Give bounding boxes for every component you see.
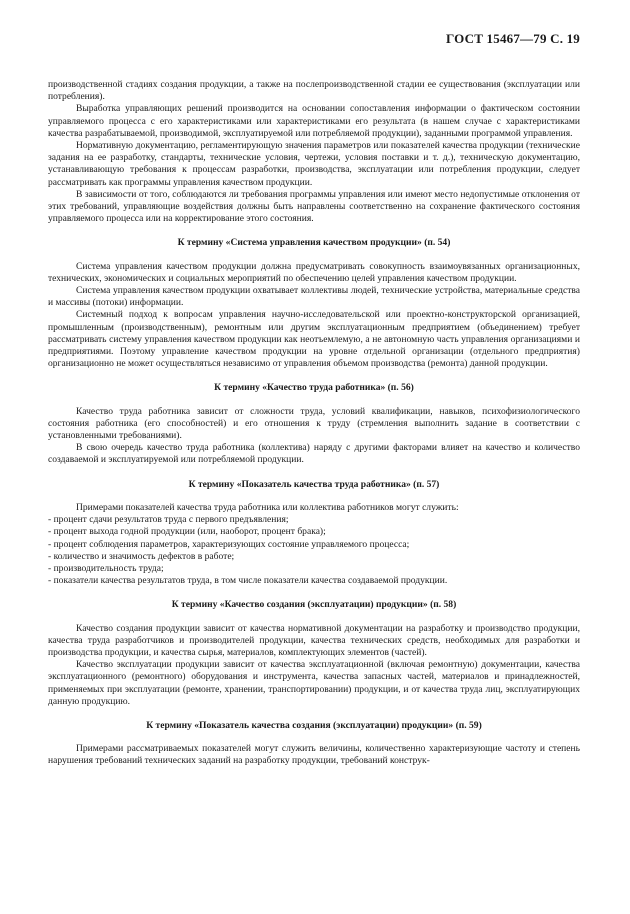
paragraph: Система управления качеством продукции должна предусматривать совокупность взаимоувязанных организационных, технических, экономических и социальных мероприятий по обеспечению целей управления качеством продукции.	[48, 260, 580, 284]
paragraph: Системный подход к вопросам управления научно-исследовательской или проектно-конструкторской организацией, промышленным (производственным), ремонтным или другим эксплуатационным предприятием (объединением) требует рассматривать систему управления качеством продукции как неотъемлемую, а не автономную часть управления организациями и предприятиями. Поэтому управление качеством продукции на уровне отдельной организации (отдельного предприятия) организационно не может осуществляться независимо от управления объемом производства (ремонта) данной продукции.	[48, 309, 580, 370]
paragraph: В свою очередь качество труда работника (коллектива) наряду с другими факторами влияет на качество и количество создаваемой и эксплуатируемой или потребляемой продукции.	[48, 442, 580, 466]
paragraph: Примерами рассматриваемых показателей могут служить величины, количественно характеризующие частоту и степень нарушения требований технических заданий на разработку продукции, требований конструк-	[48, 743, 580, 767]
list-item: - процент соблюдения параметров, характеризующих состояние управляемого процесса;	[48, 538, 410, 550]
paragraph: Примерами показателей качества труда работника или коллектива работников могут служить:	[76, 501, 459, 513]
paragraph: производственной стадиях создания продукции, а также на послепроизводственной стадии ее существования (эксплуатации или потребления).	[48, 79, 580, 103]
paragraph: Нормативную документацию, регламентирующую значения параметров или показателей качества продукции (технические задания на ее разработку, стандарты, технические условия, чертежи, условия поставки и т. д.), техническую документацию, устанавливающую требования к процессам разработки, производства, эксплуатации или потребления продукции, следует рассматривать как программы управления качеством продукции.	[48, 140, 580, 188]
paragraph: Качество труда работника зависит от сложности труда, условий квалификации, навыков, психофизиологического состояния работника (его способностей) и его отношения к труду (стремления выполнить задание в соответствии с установленными требованиями).	[48, 405, 580, 442]
paragraph: Качество эксплуатации продукции зависит от качества эксплуатационной (включая ремонтную) документации, качества эксплуатационного (ремонтного) оборудования и инструмента, качества запасных частей, материалов и принадлежностей, применяемых при эксплуатации (ремонте, хранении, транспортировании) продукции, и от качества труда лиц, эксплуатирующих данную продукцию.	[48, 659, 580, 707]
list-item: - процент выхода годной продукции (или, наоборот, процент брака);	[48, 526, 326, 538]
paragraph: В зависимости от того, соблюдаются ли требования программы управления или имеют место недопустимые отклонения от этих требований, управляющие воздействия должны быть направлены соответственно на сохранение фактического состояния управляемого процесса или на корректирование этого состояния.	[48, 188, 580, 225]
page-header: ГОСТ 15467—79 С. 19	[446, 31, 580, 46]
list-item: - количество и значимость дефектов в работе;	[48, 550, 235, 562]
section-heading: К термину «Показатель качества создания (эксплуатации) продукции» (п. 59)	[146, 719, 482, 731]
page-content	[48, 79, 580, 768]
list-item: - показатели качества результатов труда, в том числе показатели качества создаваемой продукции.	[48, 575, 448, 587]
paragraph: Выработка управляющих решений производится на основании сопоставления информации о фактическом состоянии управляемого процесса с его характеристиками или характеристиками его результата (в нашем случае с характеристиками качества разрабатываемой, производимой, эксплуатируемой или потребляемой продукции), заданными программой управления.	[48, 103, 580, 139]
section-heading: К термину «Показатель качества труда работника» (п. 57)	[188, 478, 440, 490]
list-item: - процент сдачи результатов труда с первого предъявления;	[48, 514, 289, 526]
list-item: - производительность труда;	[48, 562, 164, 574]
section-heading: К термину «Система управления качеством продукции» (п. 54)	[177, 237, 451, 249]
paragraph: Качество создания продукции зависит от качества нормативной документации на разработку и производство продукции, качества труда разработчиков и производителей продукции, качества технических средств, необходимых для разработки и производства продукции, и качества сырья, материалов, комплектующих элементов (частей).	[48, 622, 580, 658]
section-heading: К термину «Качество создания (эксплуатации) продукции» (п. 58)	[171, 599, 457, 611]
paragraph: Система управления качеством продукции охватывает коллективы людей, технические устройства, материальные средства и массивы (потоки) информации.	[48, 285, 580, 309]
section-heading: К термину «Качество труда работника» (п. 56)	[214, 382, 414, 394]
